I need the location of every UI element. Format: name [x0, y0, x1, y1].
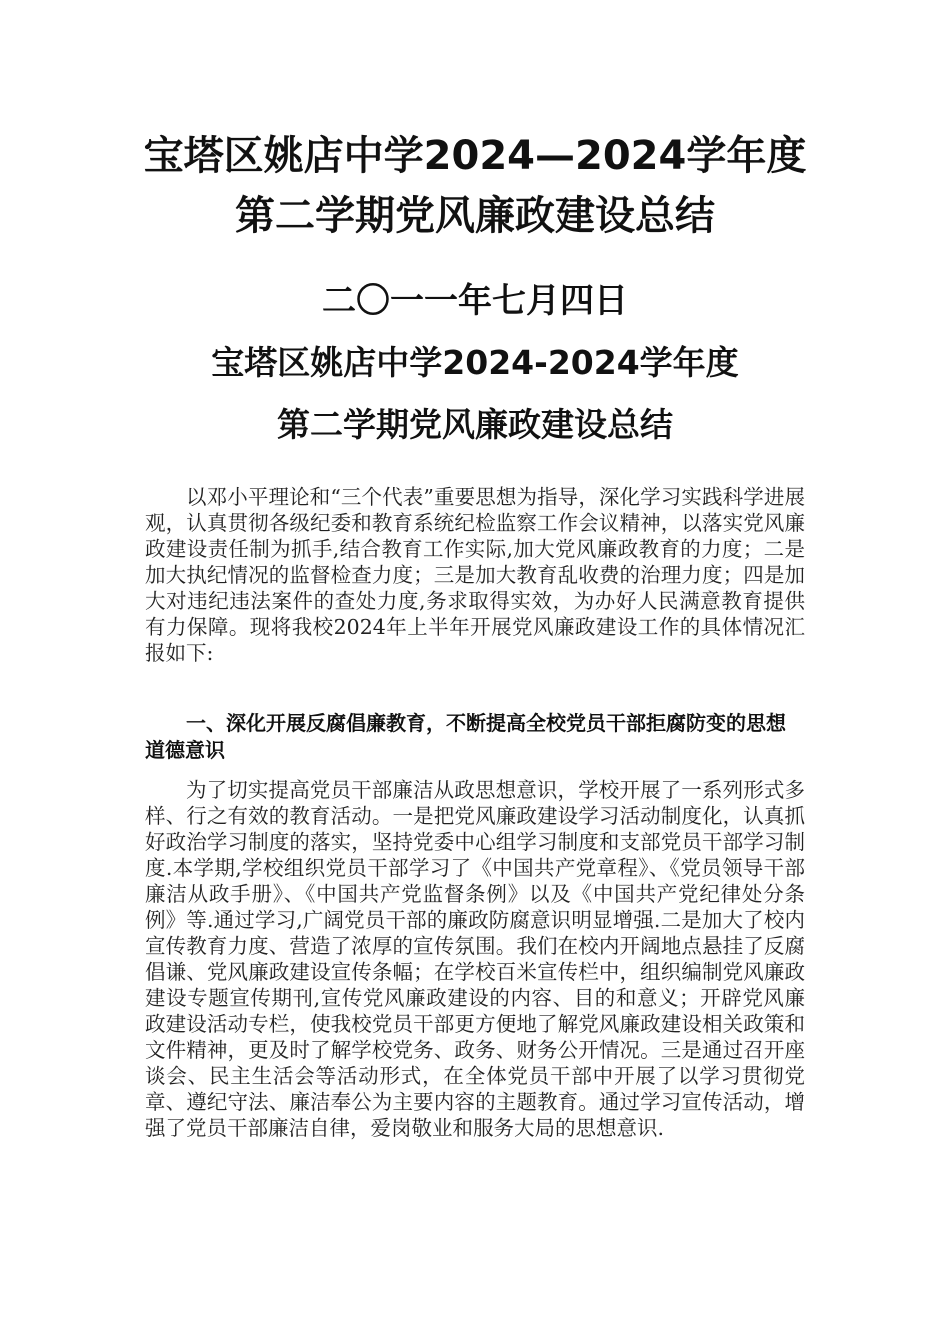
document-title-line1: 宝塔区姚店中学2024—2024学年度 — [143, 133, 807, 179]
document-subtitle-line2: 第二学期党风廉政建设总结 — [277, 405, 673, 444]
document-date: 二〇一一年七月四日 — [322, 281, 628, 321]
intro-paragraph: 以邓小平理论和“三个代表”重要思想为指导，深化学习实践科学进展观，认真贯彻各级纪委和教育系统纪检监察工作会议精神，以落实党风廉政建设责任制为抓手,结合教育工作实际,加大党风廉政教育的力度；二是加大执纪情况的监督检查力度；三是加大教育乱收费的治理力度；四是加大对违纪违法案件的查处力度,务求取得实效，为办好人民满意教育提供有力保障。现将我校2024年上半年开展党风廉政建设工作的具体情况汇报如下: — [145, 485, 805, 665]
document-subtitle-line1: 宝塔区姚店中学2024-2024学年度 — [211, 343, 739, 382]
section1-heading: 一、深化开展反腐倡廉教育，不断提高全校党员干部拒腐防变的思想道德意识 — [145, 711, 786, 762]
section1-paragraph: 为了切实提高党员干部廉洁从政思想意识，学校开展了一系列形式多样、行之有效的教育活动。一是把党风廉政建设学习活动制度化，认真抓好政治学习制度的落实，坚持党委中心组学习制度和支部党员干部学习制度.本学期,学校组织党员干部学习了《中国共产党章程》、《党员领导干部廉洁从政手册》、《中国共产党监督条例》以及《中国共产党纪律处分条例》等.通过学习,广阔党员干部的廉政防腐意识明显增强.二是加大了校内宣传教育力度、营造了浓厚的宣传氛围。我们在校内开阔地点悬挂了反腐倡谦、党风廉政建设宣传条幅；在学校百米宣传栏中，组织编制党风廉政建设专题宣传期刊,宣传党风廉政建设的内容、目的和意义；开辟党风廉政建设活动专栏，使我校党员干部更方便地了解党风廉政建设相关政策和文件精神，更及时了解学校党务、政务、财务公开情况。三是通过召开座谈会、民主生活会等活动形式，在全体党员干部中开展了以学习贯彻党章、遵纪守法、廉洁奉公为主要内容的主题教育。通过学习宣传活动，增强了党员干部廉洁自律，爱岗敬业和服务大局的思想意识. — [145, 778, 805, 1140]
document-title-line2: 第二学期党风廉政建设总结 — [235, 193, 715, 239]
